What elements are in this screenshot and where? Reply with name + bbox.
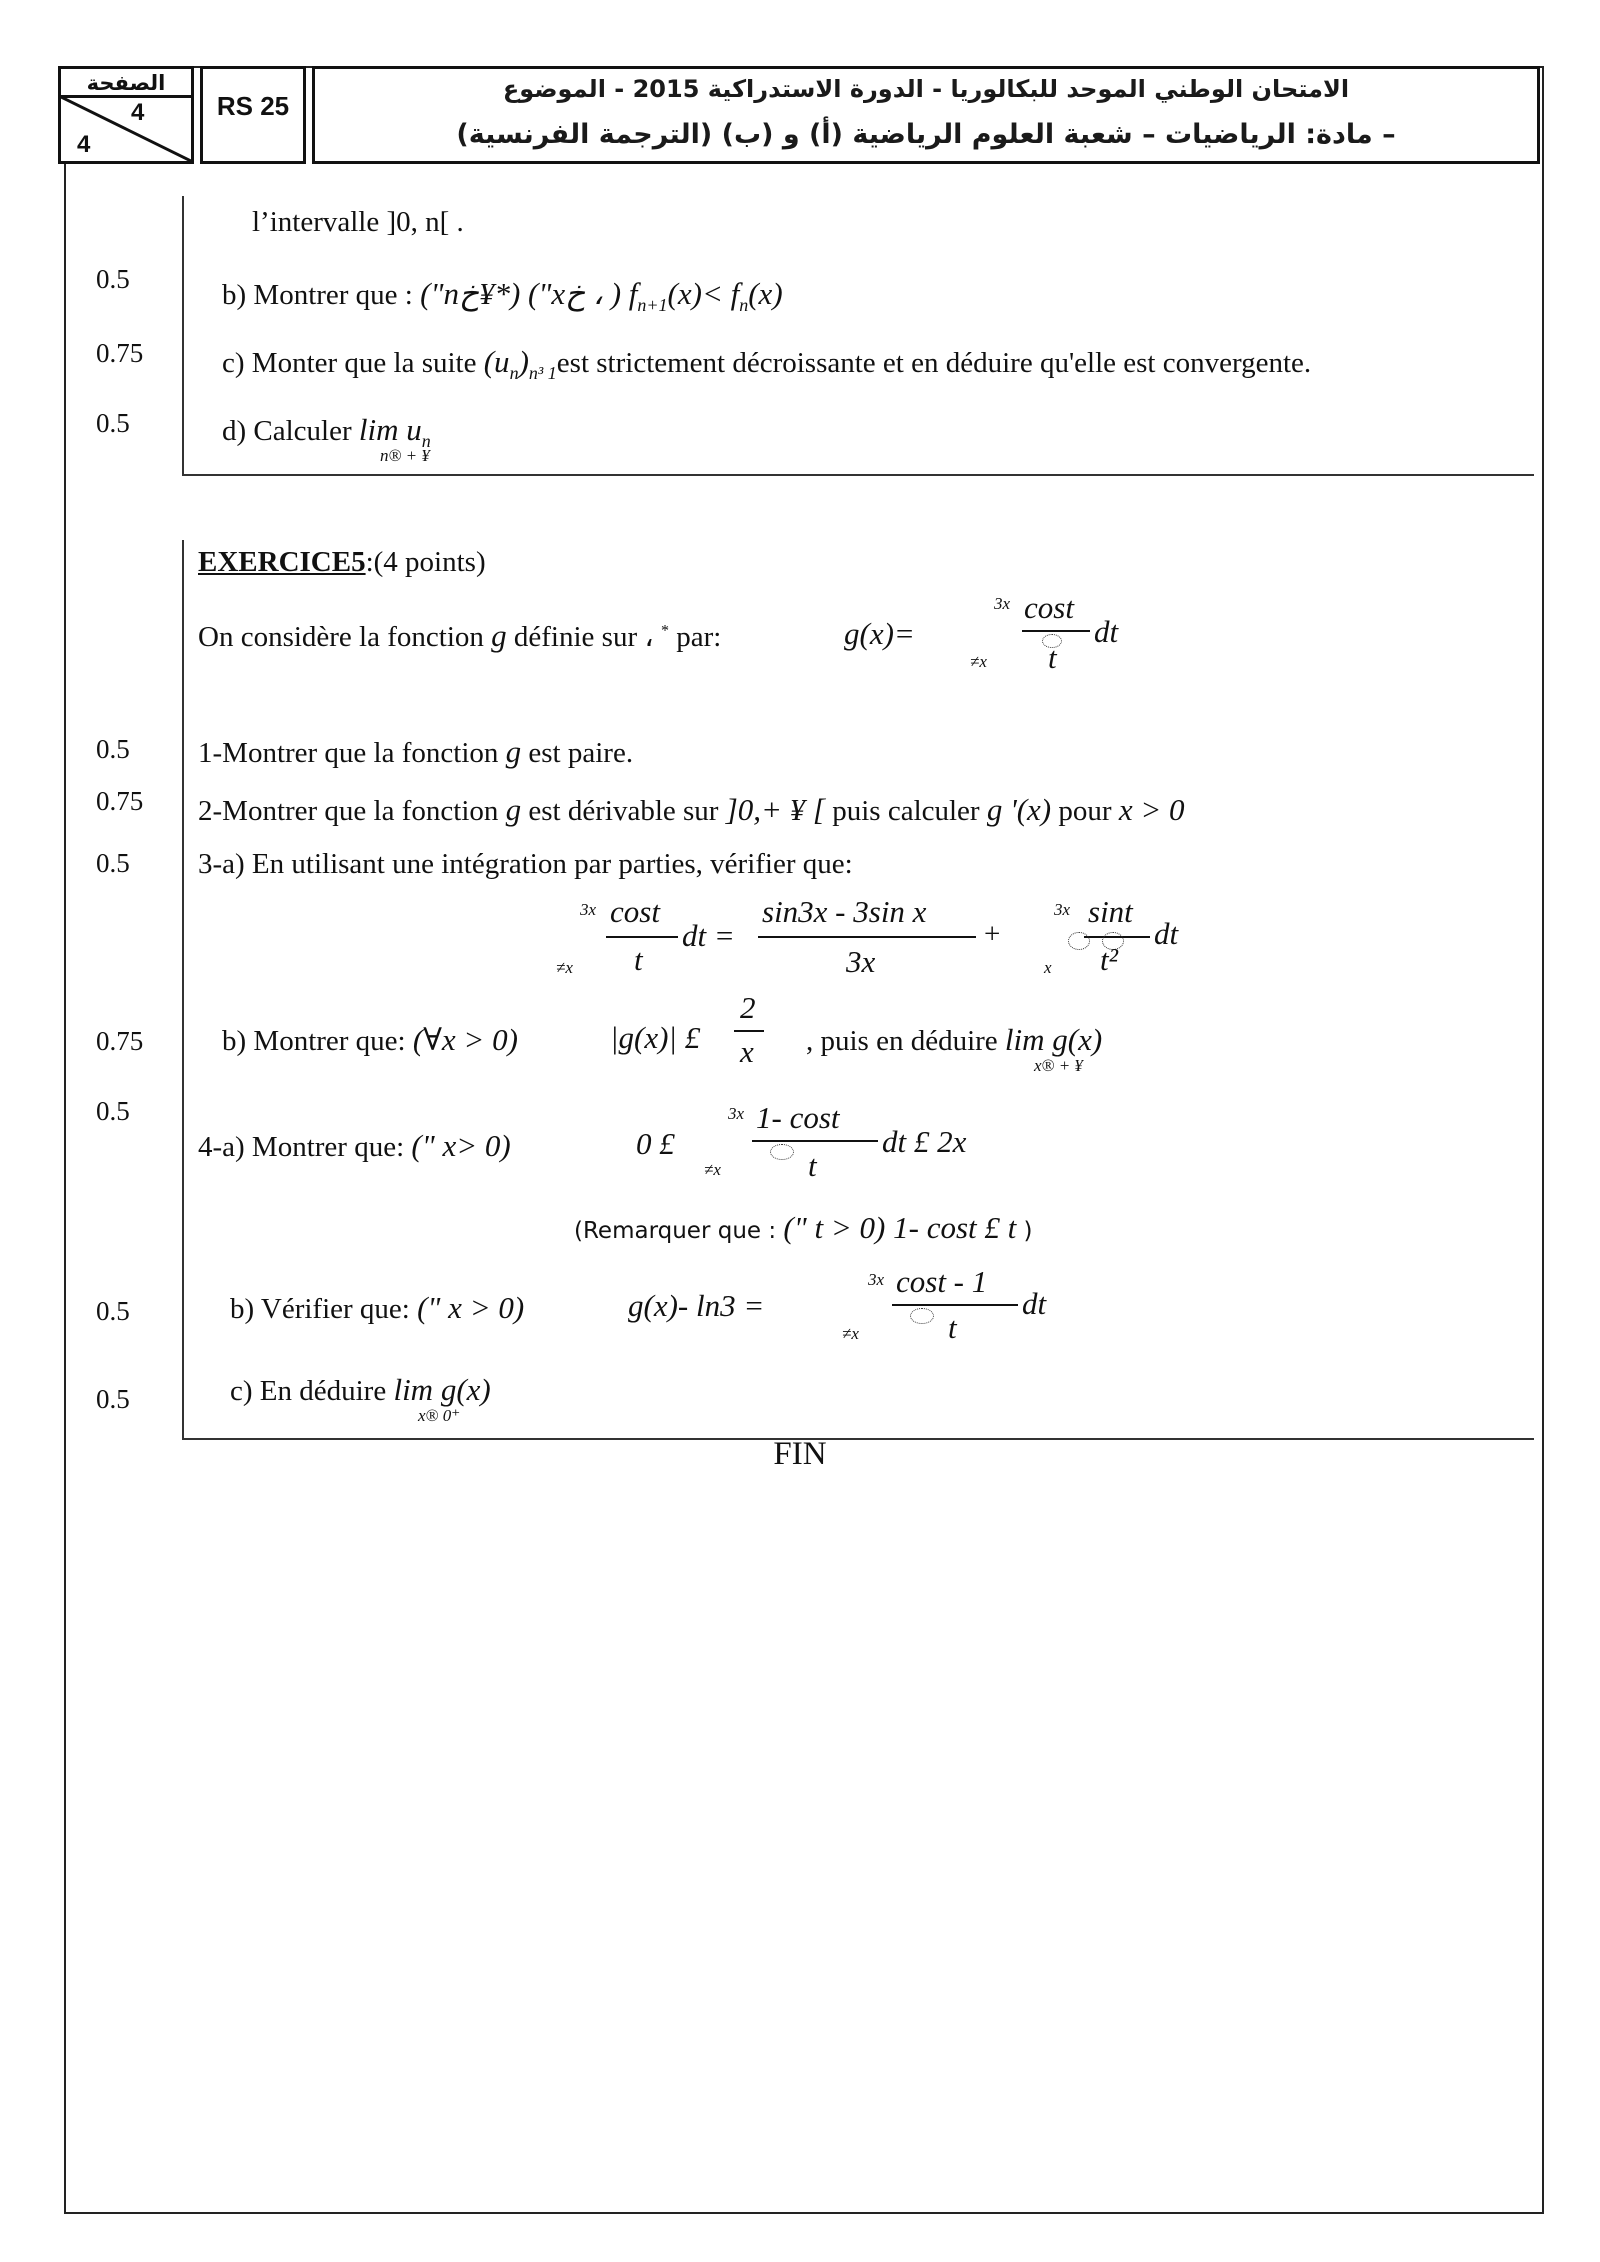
score-q4c: 0.5 (96, 1384, 130, 1414)
g-def-lower-bound: ≠x (970, 652, 987, 671)
q4b-lower: ≠x (842, 1324, 859, 1343)
g-def-upper-bound: 3x (994, 594, 1011, 613)
q2-text: 2-Montrer que la fonction g est dérivable sur ]0,+ ¥ [ puis calculer g '(x) pour x > 0 (198, 792, 1185, 827)
score-q2: 0.75 (96, 786, 144, 816)
g-def-numerator: cost (1024, 590, 1074, 625)
page-total: 4 (77, 131, 91, 158)
q3b-den: x (740, 1034, 754, 1069)
q3a-int1-upper: 3x (580, 900, 597, 919)
q4b-text: b) Vérifier que: (" x > 0) (230, 1290, 525, 1325)
q4c-text: c) En déduire lim g(x) (230, 1372, 491, 1407)
score-q1: 0.5 (96, 734, 130, 764)
q3b-num: 2 (740, 990, 756, 1025)
ex5-points: :(4 points) (365, 546, 486, 578)
exam-title-line2: – مادة: الرياضيات – شعبة العلوم الرياضية (أ) و (ب) (الترجمة الفرنسية) (456, 119, 1396, 150)
page-number-box (58, 66, 194, 164)
ex5-title (198, 546, 486, 579)
ex4-b-formula: ("nخ¥*) ("xخ ، ) $f_{n+1}(x)< f_n(x)$ (420, 276, 783, 316)
q3a-den2: 3x (846, 944, 876, 979)
q4b-dotted-mark (910, 1308, 934, 1324)
score-ex4-c: 0.75 (96, 338, 144, 368)
exam-title-box (312, 66, 1540, 164)
score-q3a: 0.5 (96, 848, 130, 878)
ex5-left-rule (182, 540, 184, 1438)
q3a-num2: sin3x - 3sin x (762, 894, 927, 929)
q4b-den: t (948, 1310, 957, 1345)
score-q3b: 0.75 (96, 1026, 144, 1056)
ex4-bottom-rule (182, 474, 1534, 476)
q4a-rhs: dt £ 2x (882, 1124, 967, 1159)
q3b-limit-under: x® + ¥ (1034, 1056, 1083, 1075)
q4b-lhs: g(x)- ln3 = (628, 1288, 765, 1323)
q4a-den: t (808, 1148, 817, 1183)
q3a-plus: + (984, 918, 1001, 950)
q3a-den3: t² (1100, 942, 1118, 977)
score-q4b: 0.5 (96, 1296, 130, 1326)
ex4-d-limit-under: n® + ¥ (380, 446, 430, 465)
ex4-c-question: c) Monter que la suite $(u_n)_{n^3 1}est$ strictement décroissante et en déduire qu'elle est convergente. (222, 344, 1312, 384)
q3b-frac-bar (734, 1030, 764, 1032)
g-def-denominator: t (1048, 640, 1057, 675)
q3b-abs: |g(x)| £ (610, 1020, 701, 1055)
score-ex4-b: 0.5 (96, 264, 130, 294)
q3a-frac1-bar (606, 936, 678, 938)
q3a-dt3: dt (1154, 916, 1179, 951)
q3a-num3: sint (1088, 894, 1133, 929)
exam-title-line1: الامتحان الوطني الموحد للبكالوريا - الدورة الاستدراكية 2015 - الموضوع (502, 75, 1350, 103)
q4a-lhs: 0 £ (636, 1126, 675, 1161)
ex4-c-sequence: $(u_n)_{n^3 1}$ (483, 344, 557, 384)
q4b-upper: 3x (868, 1270, 885, 1289)
exam-code: RS 25 (216, 91, 290, 121)
q4a-dotted-mark (770, 1144, 794, 1160)
q3a-int3-upper: 3x (1054, 900, 1071, 919)
q4a-text: 4-a) Montrer que: (" x> 0) (198, 1128, 511, 1163)
interval-line: l’intervalle ]0, n[ . (252, 206, 464, 238)
q3a-num1: cost (610, 894, 660, 929)
q4c-limit-under: x® 0⁺ (418, 1406, 461, 1425)
q4a-num: 1- cost (756, 1100, 840, 1135)
q3a-frac2-bar (758, 936, 976, 938)
ex5-heading: EXERCICE5 (198, 546, 366, 578)
end-marker: FIN (773, 1436, 827, 1472)
g-def-fraction-bar (1022, 630, 1090, 632)
page-number: 4 (131, 99, 145, 126)
ex4-d-question: d) Calculer $\lim u_n$ (222, 412, 431, 452)
q3a-int3-lower: x (1044, 958, 1052, 977)
ex4-b-question (222, 276, 783, 316)
score-ex4-d: 0.5 (96, 408, 130, 438)
ex4-left-rule (182, 196, 184, 474)
q3a-den1: t (634, 942, 643, 977)
q3a-text: 3-a) En utilisant une intégration par parties, vérifier que: (198, 848, 853, 880)
q4a-upper: 3x (728, 1104, 745, 1123)
ex4-b-text: b) Montrer que : (222, 279, 413, 311)
q3a-dotted-mark-1 (1068, 932, 1090, 950)
g-definition-lhs: g(x)= (844, 616, 915, 651)
ex5-intro: On considère la fonction g définie sur ، * par: (198, 618, 722, 653)
q4b-frac-bar (892, 1304, 1018, 1306)
q3a-dt1: dt = (682, 918, 735, 953)
q3b-text: b) Montrer que: (∀x > 0) (222, 1022, 518, 1057)
q1-text: 1-Montrer que la fonction g est paire. (198, 734, 634, 769)
q4a-lower: ≠x (704, 1160, 721, 1179)
page-label: الصفحة (86, 71, 166, 95)
remark-note: (Remarquer que : (" t > 0) 1- cost £ t ) (574, 1210, 1033, 1245)
q4b-dt: dt (1022, 1286, 1047, 1321)
q4a-frac-bar (752, 1140, 878, 1142)
exam-code-box (200, 66, 306, 164)
q3a-int1-lower: ≠x (556, 958, 573, 977)
score-q4a: 0.5 (96, 1096, 130, 1126)
q4b-num: cost - 1 (896, 1264, 988, 1299)
ex4-d-limit: $\lim u_n$ (358, 412, 431, 452)
g-def-dt: dt (1094, 614, 1119, 649)
q3b-post: , puis en déduire lim g(x) (806, 1022, 1103, 1057)
